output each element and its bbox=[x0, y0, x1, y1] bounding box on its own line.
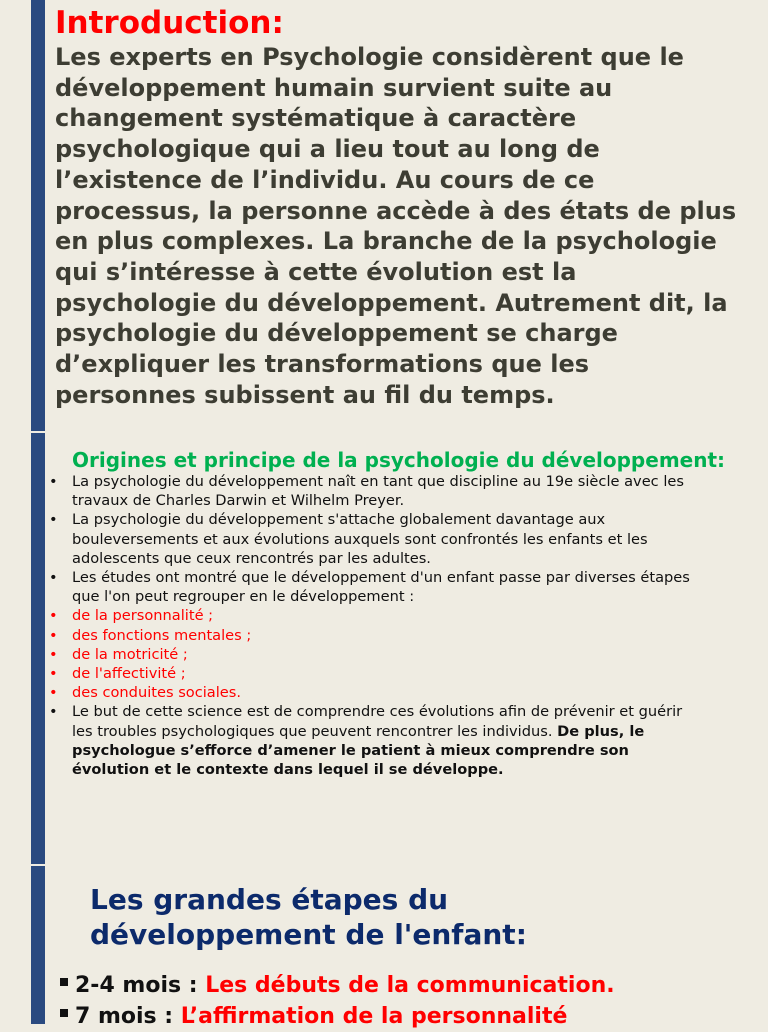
intro-title: Introduction: bbox=[55, 5, 284, 41]
intro-line: en plus complexes. La branche de la psychologie bbox=[55, 227, 717, 256]
bullet-item bbox=[47, 472, 763, 510]
bullet-icon: • bbox=[49, 703, 58, 721]
slide-divider bbox=[31, 431, 45, 433]
bullet-item-red bbox=[47, 683, 763, 702]
intro-line: l’existence de l’individu. Au cours de ce bbox=[55, 165, 595, 194]
bullet-icon: • bbox=[49, 684, 58, 702]
square-bullet-icon bbox=[60, 978, 68, 986]
step-description: L’affirmation de la personnalité bbox=[180, 1004, 568, 1029]
bullet-item-red bbox=[47, 626, 763, 645]
bullet-line: de la personnalité ; bbox=[72, 607, 214, 625]
intro-line: psychologique qui a lieu tout au long de bbox=[55, 135, 600, 164]
slide-divider bbox=[31, 864, 45, 866]
intro-line: changement systématique à caractère bbox=[55, 104, 577, 133]
steps-list bbox=[60, 970, 615, 1032]
bullet-text-bold: De plus, le bbox=[557, 722, 645, 740]
origins-bullet-list bbox=[47, 472, 763, 779]
step-age: 7 mois : bbox=[75, 1004, 174, 1029]
step-item bbox=[60, 970, 615, 1001]
bullet-item bbox=[47, 568, 763, 606]
intro-line: d’expliquer les transformations que les bbox=[55, 350, 590, 379]
bullet-line: de l'affectivité ; bbox=[72, 665, 186, 683]
intro-line: processus, la personne accède à des états de plus bbox=[55, 196, 737, 225]
bullet-line: La psychologie du développement s'attache globalement davantage aux bbox=[72, 511, 606, 529]
sidebar-accent-bar bbox=[31, 0, 45, 1024]
bullet-item-red bbox=[47, 664, 763, 683]
bullet-item bbox=[47, 510, 763, 568]
intro-line: psychologie du développement se charge bbox=[55, 319, 618, 348]
bullet-line-bold: psychologue s’efforce d’amener le patient à mieux comprendre son bbox=[72, 741, 629, 759]
square-bullet-icon bbox=[60, 1009, 68, 1017]
bullet-line: des conduites sociales. bbox=[72, 684, 242, 702]
bullet-icon: • bbox=[49, 569, 58, 587]
intro-line: qui s’intéresse à cette évolution est la bbox=[55, 257, 577, 286]
bullet-line: que l'on peut regrouper en le développement : bbox=[72, 588, 415, 606]
bullet-line: travaux de Charles Darwin et Wilhelm Preyer. bbox=[72, 492, 405, 510]
intro-line: Les experts en Psychologie considèrent que le bbox=[55, 43, 684, 71]
steps-title-line: Les grandes étapes du bbox=[90, 883, 449, 916]
bullet-line: Le but de cette science est de comprendre ces évolutions afin de prévenir et guérir bbox=[72, 703, 683, 721]
step-item bbox=[60, 1001, 615, 1032]
bullet-line: La psychologie du développement naît en tant que discipline au 19e siècle avec les bbox=[72, 473, 684, 490]
step-age: 2-4 mois : bbox=[75, 973, 198, 998]
bullet-line: bouleversements et aux évolutions auxquels sont confrontés les enfants et les bbox=[72, 530, 648, 548]
bullet-item-red bbox=[47, 645, 763, 664]
bullet-icon: • bbox=[49, 473, 58, 490]
bullet-icon: • bbox=[49, 626, 58, 644]
bullet-text-normal: les troubles psychologiques que peuvent rencontrer les individus. bbox=[72, 722, 553, 740]
bullet-icon: • bbox=[49, 607, 58, 625]
bullet-line: Les études ont montré que le développement d'un enfant passe par diverses étapes bbox=[72, 569, 690, 587]
intro-paragraph bbox=[55, 42, 768, 410]
intro-line: psychologie du développement. Autrement dit, la bbox=[55, 288, 728, 317]
bullet-line: des fonctions mentales ; bbox=[72, 626, 252, 644]
bullet-line-bold: évolution et le contexte dans lequel il se développe. bbox=[72, 761, 504, 779]
bullet-line bbox=[72, 722, 763, 741]
steps-title bbox=[90, 882, 527, 952]
bullet-icon: • bbox=[49, 645, 58, 663]
bullet-item-red bbox=[47, 606, 763, 625]
bullet-line: de la motricité ; bbox=[72, 645, 188, 663]
intro-line: développement humain survient suite au bbox=[55, 73, 613, 102]
step-description: Les débuts de la communication. bbox=[205, 973, 615, 998]
bullet-icon: • bbox=[49, 665, 58, 683]
origins-title: Origines et principe de la psychologie du développement: bbox=[72, 448, 726, 472]
bullet-item bbox=[47, 702, 763, 779]
bullet-icon: • bbox=[49, 511, 58, 529]
steps-title-line: développement de l'enfant: bbox=[90, 918, 527, 951]
bullet-line: adolescents que ceux rencontrés par les adultes. bbox=[72, 549, 431, 567]
intro-line: personnes subissent au fil du temps. bbox=[55, 380, 555, 409]
